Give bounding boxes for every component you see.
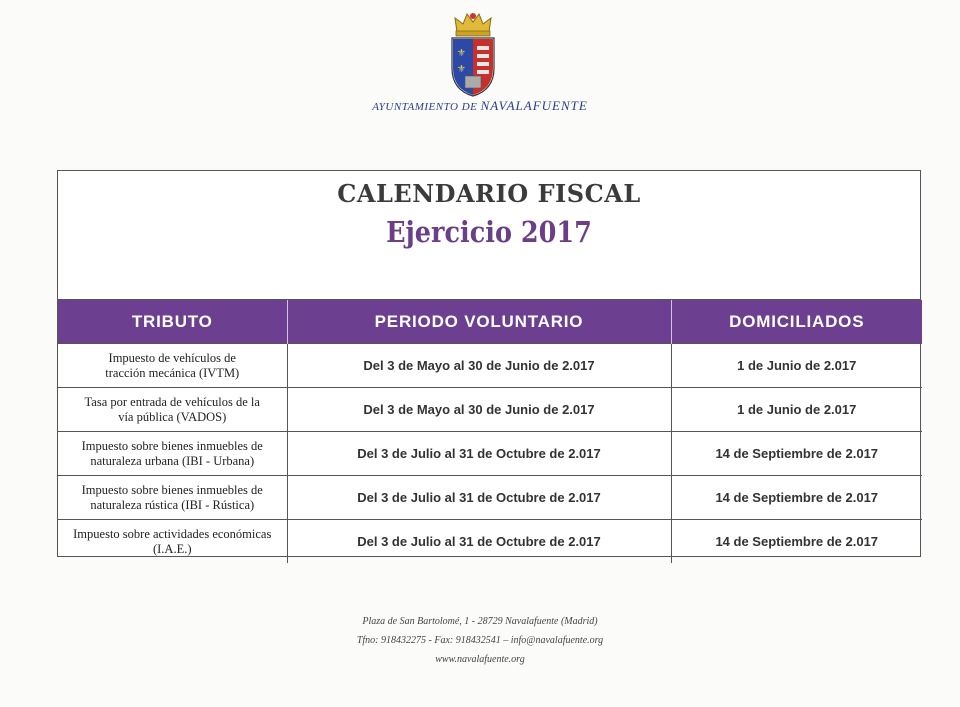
fiscal-calendar	[57, 170, 921, 557]
table-row	[58, 344, 922, 388]
tributo-cell	[58, 476, 287, 520]
column-header-domiciliados: DOMICILIADOS	[671, 300, 922, 344]
column-header-periodo: PERIODO VOLUNTARIO	[287, 300, 671, 344]
domiciliados-cell: 14 de Septiembre de 2.017	[671, 520, 922, 564]
svg-text:⚜: ⚜	[457, 64, 466, 75]
footer	[300, 612, 660, 669]
org-name	[300, 98, 660, 114]
coat-of-arms-icon	[447, 10, 499, 98]
page-subtitle: Ejercicio 2017	[386, 215, 592, 249]
domiciliados-cell: 1 de Junio de 2.017	[671, 344, 922, 388]
tributo-line: Impuesto de vehículos de	[108, 350, 236, 365]
title-box	[58, 171, 920, 300]
footer-address: Plaza de San Bartolomé, 1 - 28729 Navalafuente (Madrid)	[362, 616, 598, 627]
tributo-cell	[58, 520, 287, 564]
tributo-line: Impuesto sobre bienes inmuebles de	[81, 482, 263, 497]
tributo-line: Tasa por entrada de vehículos de la	[84, 394, 260, 409]
org-town: NAVALAFUENTE	[480, 98, 588, 113]
periodo-cell: Del 3 de Julio al 31 de Octubre de 2.017	[287, 520, 671, 564]
tributo-line: (I.A.E.)	[152, 541, 192, 556]
tax-table	[58, 300, 922, 563]
tributo-cell	[58, 388, 287, 432]
column-header-tributo: TRIBUTO	[58, 300, 287, 344]
footer-contact: Tfno: 918432275 - Fax: 918432541 – info@navalafuente.org	[356, 635, 604, 646]
table-row	[58, 388, 922, 432]
tributo-cell	[58, 432, 287, 476]
tributo-cell	[58, 344, 287, 388]
svg-text:⚜: ⚜	[457, 48, 466, 59]
tributo-line: naturaleza urbana (IBI - Urbana)	[90, 453, 255, 468]
org-prefix: AYUNTAMIENTO DE	[372, 101, 478, 113]
domiciliados-cell: 14 de Septiembre de 2.017	[671, 476, 922, 520]
table-row	[58, 432, 922, 476]
periodo-cell: Del 3 de Julio al 31 de Octubre de 2.017	[287, 432, 671, 476]
page-title: CALENDARIO FISCAL	[337, 179, 641, 208]
tributo-line: vía pública (VADOS)	[118, 409, 227, 424]
tributo-line: tracción mecánica (IVTM)	[105, 365, 240, 380]
table-row	[58, 476, 922, 520]
table-row	[58, 520, 922, 564]
tributo-line: naturaleza rústica (IBI - Rústica)	[90, 497, 255, 512]
domiciliados-cell: 1 de Junio de 2.017	[671, 388, 922, 432]
tributo-line: Impuesto sobre bienes inmuebles de	[81, 438, 263, 453]
tributo-line: Impuesto sobre actividades económicas	[73, 526, 272, 541]
table-header-row	[58, 300, 922, 344]
footer-web: www.navalafuente.org	[435, 654, 525, 665]
periodo-cell: Del 3 de Julio al 31 de Octubre de 2.017	[287, 476, 671, 520]
domiciliados-cell: 14 de Septiembre de 2.017	[671, 432, 922, 476]
periodo-cell: Del 3 de Mayo al 30 de Junio de 2.017	[287, 388, 671, 432]
periodo-cell: Del 3 de Mayo al 30 de Junio de 2.017	[287, 344, 671, 388]
